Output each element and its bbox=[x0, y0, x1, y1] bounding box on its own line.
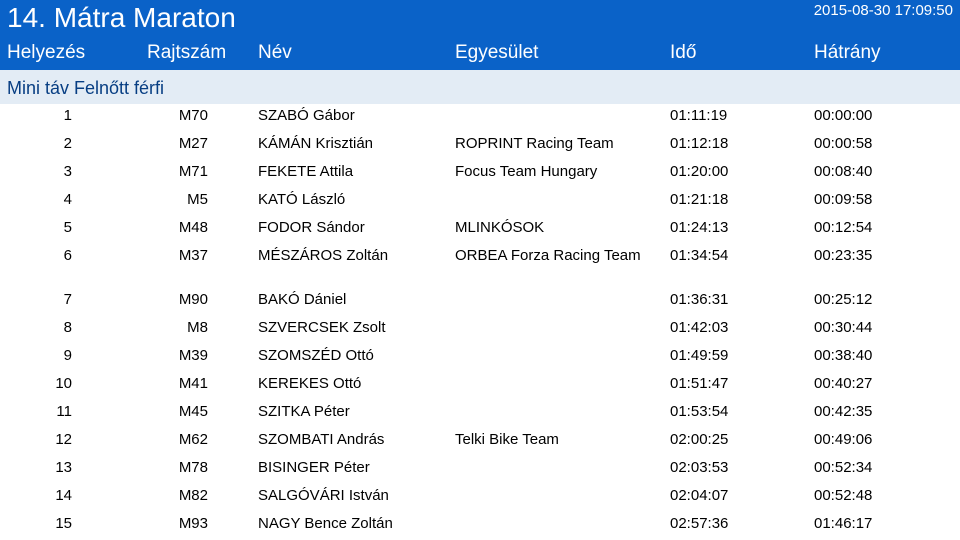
time-cell: 01:24:13 bbox=[670, 219, 729, 236]
gap-cell: 01:46:17 bbox=[814, 515, 873, 532]
name-cell: SZOMSZÉD Ottó bbox=[258, 347, 374, 364]
rank-cell: 7 bbox=[63, 291, 72, 308]
time-cell: 01:34:54 bbox=[670, 247, 729, 264]
page-header bbox=[0, 0, 960, 70]
name-cell: SZABÓ Gábor bbox=[258, 107, 355, 124]
gap-cell: 00:00:58 bbox=[814, 135, 873, 152]
time-cell: 01:20:00 bbox=[670, 163, 729, 180]
club-cell: ORBEA Forza Racing Team bbox=[455, 247, 641, 264]
column-header-bib: Rajtszám bbox=[147, 42, 227, 63]
rank-cell: 15 bbox=[55, 515, 72, 532]
club-cell: Focus Team Hungary bbox=[455, 163, 598, 180]
table-row bbox=[0, 428, 960, 456]
bib-cell: M37 bbox=[178, 247, 208, 264]
name-cell: MÉSZÁROS Zoltán bbox=[258, 247, 389, 264]
club-cell: ROPRINT Racing Team bbox=[455, 135, 614, 152]
rank-cell: 6 bbox=[63, 247, 72, 264]
rank-cell: 5 bbox=[63, 219, 72, 236]
time-cell: 02:04:07 bbox=[670, 487, 729, 504]
rank-cell: 11 bbox=[56, 403, 72, 420]
time-cell: 02:57:36 bbox=[670, 515, 729, 532]
category-title: Mini táv Felnőtt férfi bbox=[7, 78, 165, 98]
table-row bbox=[0, 244, 960, 288]
name-cell: SZVERCSEK Zsolt bbox=[258, 319, 386, 336]
name-cell: BISINGER Péter bbox=[258, 459, 370, 476]
rank-cell: 3 bbox=[63, 163, 72, 180]
gap-cell: 00:12:54 bbox=[814, 219, 873, 236]
time-cell: 01:53:54 bbox=[670, 403, 729, 420]
bib-cell: M82 bbox=[178, 487, 208, 504]
rank-cell: 4 bbox=[63, 191, 72, 208]
time-cell: 02:03:53 bbox=[670, 459, 729, 476]
gap-cell: 00:30:44 bbox=[814, 319, 873, 336]
bib-cell: M48 bbox=[178, 219, 208, 236]
page-title: 14. Mátra Maraton bbox=[7, 2, 236, 33]
rank-cell: 2 bbox=[63, 135, 72, 152]
name-cell: SZOMBATI András bbox=[258, 431, 385, 448]
gap-cell: 00:40:27 bbox=[814, 375, 873, 392]
name-cell: KÁMÁN Krisztián bbox=[258, 135, 374, 152]
column-header-name: Név bbox=[258, 42, 292, 63]
time-cell: 01:12:18 bbox=[670, 135, 729, 152]
bib-cell: M41 bbox=[178, 375, 208, 392]
table-row bbox=[0, 216, 960, 244]
gap-cell: 00:23:35 bbox=[814, 247, 873, 264]
table-row bbox=[0, 188, 960, 216]
gap-cell: 00:09:58 bbox=[814, 191, 873, 208]
gap-cell: 00:52:34 bbox=[814, 459, 873, 476]
column-header-club: Egyesület bbox=[455, 42, 539, 63]
bib-cell: M62 bbox=[178, 431, 208, 448]
bib-cell: M93 bbox=[178, 515, 208, 532]
bib-cell: M39 bbox=[178, 347, 208, 364]
name-cell: KATÓ László bbox=[258, 191, 346, 208]
gap-cell: 00:25:12 bbox=[814, 291, 873, 308]
club-cell: MLINKÓSOK bbox=[455, 219, 545, 236]
gap-cell: 00:42:35 bbox=[814, 403, 873, 420]
rank-cell: 13 bbox=[55, 459, 72, 476]
time-cell: 01:49:59 bbox=[670, 347, 729, 364]
rank-cell: 14 bbox=[55, 487, 72, 504]
column-header-time: Idő bbox=[670, 42, 697, 63]
club-cell: Telki Bike Team bbox=[455, 431, 559, 448]
time-cell: 01:21:18 bbox=[670, 191, 729, 208]
table-row bbox=[0, 316, 960, 344]
bib-cell: M70 bbox=[178, 107, 208, 124]
table-row bbox=[0, 400, 960, 428]
name-cell: FODOR Sándor bbox=[258, 219, 365, 236]
gap-cell: 00:49:06 bbox=[814, 431, 873, 448]
name-cell: KEREKES Ottó bbox=[258, 375, 362, 392]
rank-cell: 12 bbox=[55, 431, 72, 448]
name-cell: SZITKA Péter bbox=[258, 403, 350, 420]
table-row bbox=[0, 104, 960, 132]
bib-cell: M71 bbox=[178, 163, 208, 180]
table-row bbox=[0, 132, 960, 160]
table-row bbox=[0, 288, 960, 316]
gap-cell: 00:38:40 bbox=[814, 347, 873, 364]
gap-cell: 00:52:48 bbox=[814, 487, 873, 504]
time-cell: 02:00:25 bbox=[670, 431, 729, 448]
bib-cell: M27 bbox=[178, 135, 208, 152]
bib-cell: M8 bbox=[187, 319, 208, 336]
table-row bbox=[0, 456, 960, 484]
rank-cell: 8 bbox=[63, 319, 72, 336]
bib-cell: M90 bbox=[178, 291, 208, 308]
column-header-gap: Hátrány bbox=[814, 42, 881, 63]
name-cell: FEKETE Attila bbox=[258, 163, 354, 180]
category-bar bbox=[0, 70, 960, 104]
table-row bbox=[0, 160, 960, 188]
name-cell: NAGY Bence Zoltán bbox=[258, 515, 393, 532]
table-row bbox=[0, 344, 960, 372]
column-header-rank: Helyezés bbox=[7, 42, 86, 63]
time-cell: 01:42:03 bbox=[670, 319, 729, 336]
time-cell: 01:51:47 bbox=[670, 375, 729, 392]
gap-cell: 00:08:40 bbox=[814, 163, 873, 180]
timestamp: 2015-08-30 17:09:50 bbox=[813, 2, 953, 19]
name-cell: BAKÓ Dániel bbox=[258, 291, 347, 308]
table-row bbox=[0, 484, 960, 512]
table-row bbox=[0, 372, 960, 400]
rank-cell: 1 bbox=[63, 107, 72, 124]
time-cell: 01:36:31 bbox=[670, 291, 729, 308]
time-cell: 01:11:19 bbox=[670, 107, 728, 124]
rank-cell: 10 bbox=[55, 375, 72, 392]
bib-cell: M45 bbox=[178, 403, 208, 420]
rank-cell: 9 bbox=[63, 347, 72, 364]
results-table bbox=[0, 104, 960, 540]
bib-cell: M5 bbox=[187, 191, 208, 208]
name-cell: SALGÓVÁRI István bbox=[258, 487, 389, 504]
bib-cell: M78 bbox=[178, 459, 208, 476]
gap-cell: 00:00:00 bbox=[814, 107, 873, 124]
